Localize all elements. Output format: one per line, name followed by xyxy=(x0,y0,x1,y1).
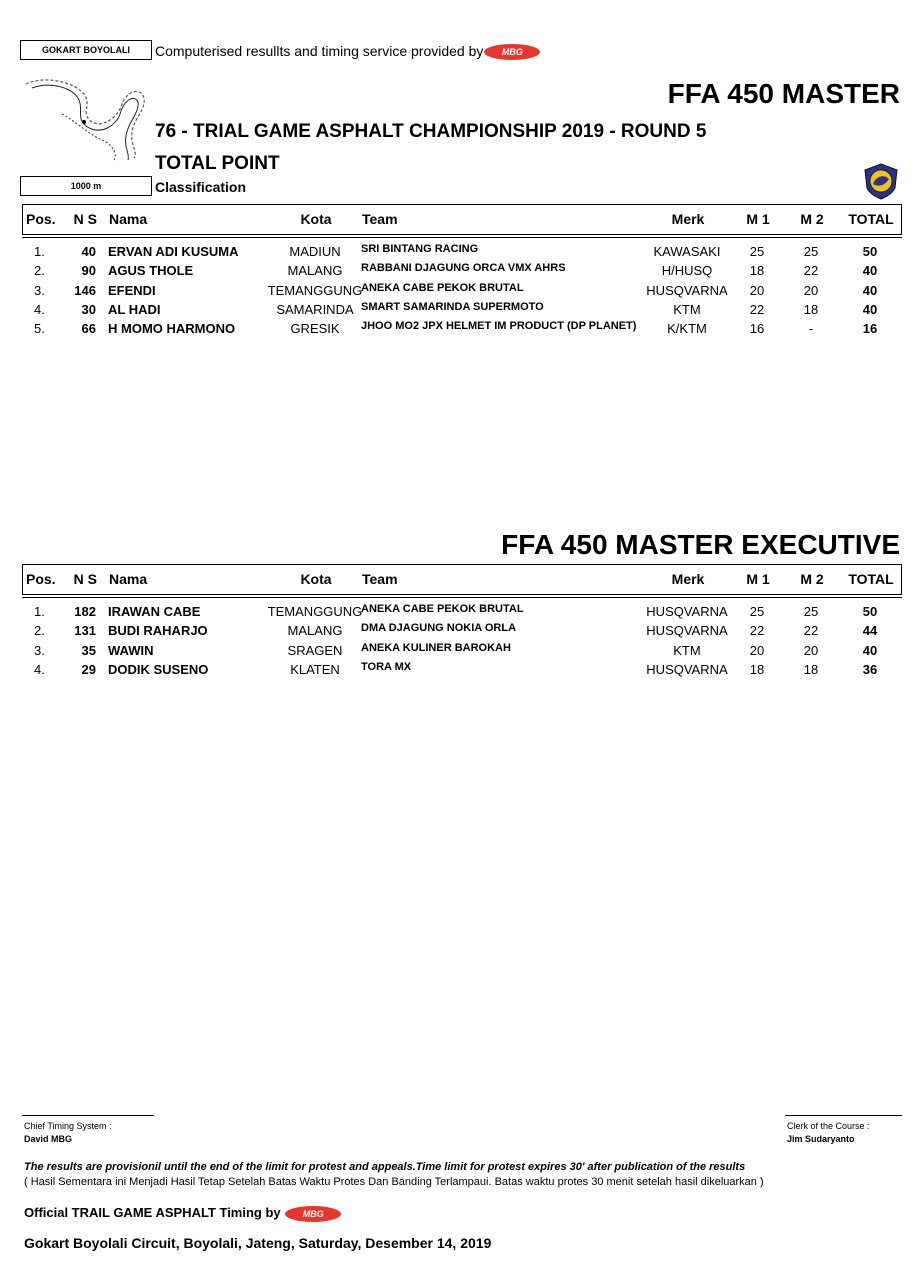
cell-kota: SRAGEN xyxy=(287,642,343,658)
table-row xyxy=(22,660,902,679)
clerk-label: Clerk of the Course : xyxy=(787,1121,870,1131)
cell-pos: 4. xyxy=(34,661,45,677)
provider-line xyxy=(155,43,540,60)
cell-total: 16 xyxy=(862,321,878,337)
cell-m2: 20 xyxy=(803,282,819,298)
table-header-master xyxy=(22,204,902,234)
category-title: FFA 450 MASTER xyxy=(667,78,900,109)
association-emblem-icon xyxy=(862,162,900,200)
cell-team: ANEKA KULINER BAROKAH xyxy=(361,641,511,654)
cell-m2: 22 xyxy=(803,263,819,279)
cell-pos: 2. xyxy=(34,623,45,639)
cell-pos: 4. xyxy=(34,301,45,317)
cell-merk: HUSQVARNA xyxy=(646,661,728,677)
cell-team: DMA DJAGUNG NOKIA ORLA xyxy=(361,622,517,635)
col-total: TOTAL xyxy=(848,571,894,587)
mbg-logo-footer: MBG xyxy=(285,1206,341,1222)
chief-label: Chief Timing System : xyxy=(24,1121,112,1131)
col-ns: N S xyxy=(73,211,97,227)
chief-name: David MBG xyxy=(24,1134,73,1144)
protest-note-en: The results are provisionil until the end of the limit for protest and appeals.Time limit for protest expires 30' after publication of the results xyxy=(24,1161,746,1173)
cell-kota: SAMARINDA xyxy=(276,301,354,317)
col-total: TOTAL xyxy=(848,211,894,227)
col-merk: Merk xyxy=(671,211,705,227)
table-row xyxy=(22,242,902,261)
cell-nama: ERVAN ADI KUSUMA xyxy=(108,244,239,259)
mbg-logo: MBG xyxy=(484,44,540,60)
col-m2: M 2 xyxy=(800,211,824,227)
cell-nama: AGUS THOLE xyxy=(108,263,194,279)
cell-ns: 66 xyxy=(81,321,96,337)
cell-kota: TEMANGGUNG xyxy=(267,282,363,298)
cell-ns: 182 xyxy=(74,604,96,619)
cell-ns: 90 xyxy=(81,263,96,279)
cell-nama: IRAWAN CABE xyxy=(108,604,201,619)
cell-nama: EFENDI xyxy=(108,282,156,298)
cell-total: 50 xyxy=(862,604,878,619)
col-m1: M 1 xyxy=(746,211,770,227)
clerk-name: Jim Sudaryanto xyxy=(787,1134,855,1144)
cell-team: TORA MX xyxy=(361,660,412,673)
cell-m1: 18 xyxy=(749,263,765,279)
table-row xyxy=(22,641,902,660)
col-nama: Nama xyxy=(109,571,148,587)
cell-merk: HUSQVARNA xyxy=(646,623,728,639)
subtitle: TOTAL POINT xyxy=(155,153,280,174)
cell-total: 40 xyxy=(862,642,878,658)
event-title: 76 - TRIAL GAME ASPHALT CHAMPIONSHIP 2019 - ROUND 5 xyxy=(155,121,707,142)
official-timing-line xyxy=(24,1205,341,1222)
length-box xyxy=(20,176,152,196)
chief-signature-line xyxy=(22,1115,154,1116)
cell-m1: 18 xyxy=(749,661,765,677)
cell-merk: H/HUSQ xyxy=(661,263,713,279)
cell-m1: 25 xyxy=(749,244,765,259)
col-nama: Nama xyxy=(109,211,148,227)
official-text: Official TRAIL GAME ASPHALT Timing by xyxy=(24,1205,281,1220)
cell-team: SRI BINTANG RACING xyxy=(361,243,479,255)
cell-pos: 1. xyxy=(34,604,45,619)
cell-nama: H MOMO HARMONO xyxy=(108,321,236,337)
length-label: 1000 m xyxy=(70,181,102,191)
cell-pos: 1. xyxy=(34,244,45,259)
cell-kota: MALANG xyxy=(287,263,343,279)
cell-m1: 20 xyxy=(749,282,765,298)
col-ns: N S xyxy=(73,571,97,587)
cell-kota: MALANG xyxy=(287,623,343,639)
cell-pos: 2. xyxy=(34,263,45,279)
cell-m2: 18 xyxy=(803,661,819,677)
col-kota: Kota xyxy=(300,211,332,227)
table-header-executive xyxy=(22,564,902,594)
cell-m2: 20 xyxy=(803,642,819,658)
cell-ns: 131 xyxy=(74,623,96,639)
protest-note-id: ( Hasil Sementara ini Menjadi Hasil Tetap Setelah Batas Waktu Protes Dan Banding Terlampaui. Batas waktu protes 30 menit setelah hasil dikeluarkan ) xyxy=(24,1176,764,1188)
provider-text: Computerised resullts and timing service provided by xyxy=(155,43,484,59)
cell-nama: WAWIN xyxy=(108,642,154,658)
cell-kota: TEMANGGUNG xyxy=(267,604,363,619)
cell-ns: 29 xyxy=(81,661,96,677)
cell-m1: 22 xyxy=(749,623,765,639)
cell-m1: 20 xyxy=(749,642,765,658)
header-rule xyxy=(22,594,902,598)
cell-m2: - xyxy=(808,321,814,337)
table-row xyxy=(22,319,902,338)
cell-team: SMART SAMARINDA SUPERMOTO xyxy=(361,300,544,313)
cell-merk: KAWASAKI xyxy=(653,244,721,259)
table-row xyxy=(22,602,902,621)
col-team: Team xyxy=(362,571,398,587)
table-row xyxy=(22,621,902,640)
cell-merk: HUSQVARNA xyxy=(646,604,728,619)
cell-m2: 22 xyxy=(803,623,819,639)
cell-pos: 3. xyxy=(34,642,45,658)
location-date: Gokart Boyolali Circuit, Boyolali, Jateng, Saturday, Desember 14, 2019 xyxy=(24,1235,492,1251)
table-row xyxy=(22,300,902,319)
cell-total: 50 xyxy=(862,244,878,259)
cell-m1: 16 xyxy=(749,321,765,337)
cell-merk: K/KTM xyxy=(667,321,707,337)
cell-ns: 30 xyxy=(81,301,96,317)
cell-m2: 25 xyxy=(803,244,819,259)
col-merk: Merk xyxy=(671,571,705,587)
cell-team: ANEKA CABE PEKOK BRUTAL xyxy=(361,603,524,615)
cell-nama: DODIK SUSENO xyxy=(108,661,209,677)
col-pos: Pos. xyxy=(26,571,56,587)
cell-m1: 25 xyxy=(749,604,765,619)
cell-total: 40 xyxy=(862,263,878,279)
cell-merk: KTM xyxy=(673,642,701,658)
cell-team: ANEKA CABE PEKOK BRUTAL xyxy=(361,281,524,294)
cell-team: RABBANI DJAGUNG ORCA VMX AHRS xyxy=(361,262,566,275)
cell-total: 44 xyxy=(862,623,878,639)
venue-label: GOKART BOYOLALI xyxy=(42,45,130,55)
col-team: Team xyxy=(362,211,398,227)
header-rule xyxy=(22,234,902,238)
cell-m2: 25 xyxy=(803,604,819,619)
col-kota: Kota xyxy=(300,571,332,587)
cell-team: JHOO MO2 JPX HELMET IM PRODUCT (DP PLANET) xyxy=(361,320,637,333)
classification-label: Classification xyxy=(155,179,247,195)
clerk-signature-line xyxy=(785,1115,902,1116)
cell-total: 40 xyxy=(862,282,878,298)
cell-m1: 22 xyxy=(749,301,765,317)
venue-box xyxy=(20,40,152,60)
cell-merk: HUSQVARNA xyxy=(646,282,728,298)
cell-ns: 35 xyxy=(81,642,96,658)
cell-m2: 18 xyxy=(803,301,819,317)
col-pos: Pos. xyxy=(26,211,56,227)
cell-kota: KLATEN xyxy=(290,661,340,677)
track-map-icon xyxy=(22,74,148,162)
cell-nama: BUDI RAHARJO xyxy=(108,623,208,639)
cell-kota: MADIUN xyxy=(289,244,341,259)
cell-kota: GRESIK xyxy=(290,321,340,337)
cell-ns: 40 xyxy=(81,244,96,259)
cell-pos: 5. xyxy=(34,321,45,337)
category-title-executive: FFA 450 MASTER EXECUTIVE xyxy=(501,529,900,560)
col-m2: M 2 xyxy=(800,571,824,587)
col-m1: M 1 xyxy=(746,571,770,587)
cell-total: 36 xyxy=(862,661,878,677)
table-row xyxy=(22,261,902,280)
cell-ns: 146 xyxy=(74,282,96,298)
cell-merk: KTM xyxy=(673,301,701,317)
cell-nama: AL HADI xyxy=(108,301,161,317)
cell-total: 40 xyxy=(862,301,878,317)
cell-pos: 3. xyxy=(34,282,45,298)
table-row xyxy=(22,281,902,300)
